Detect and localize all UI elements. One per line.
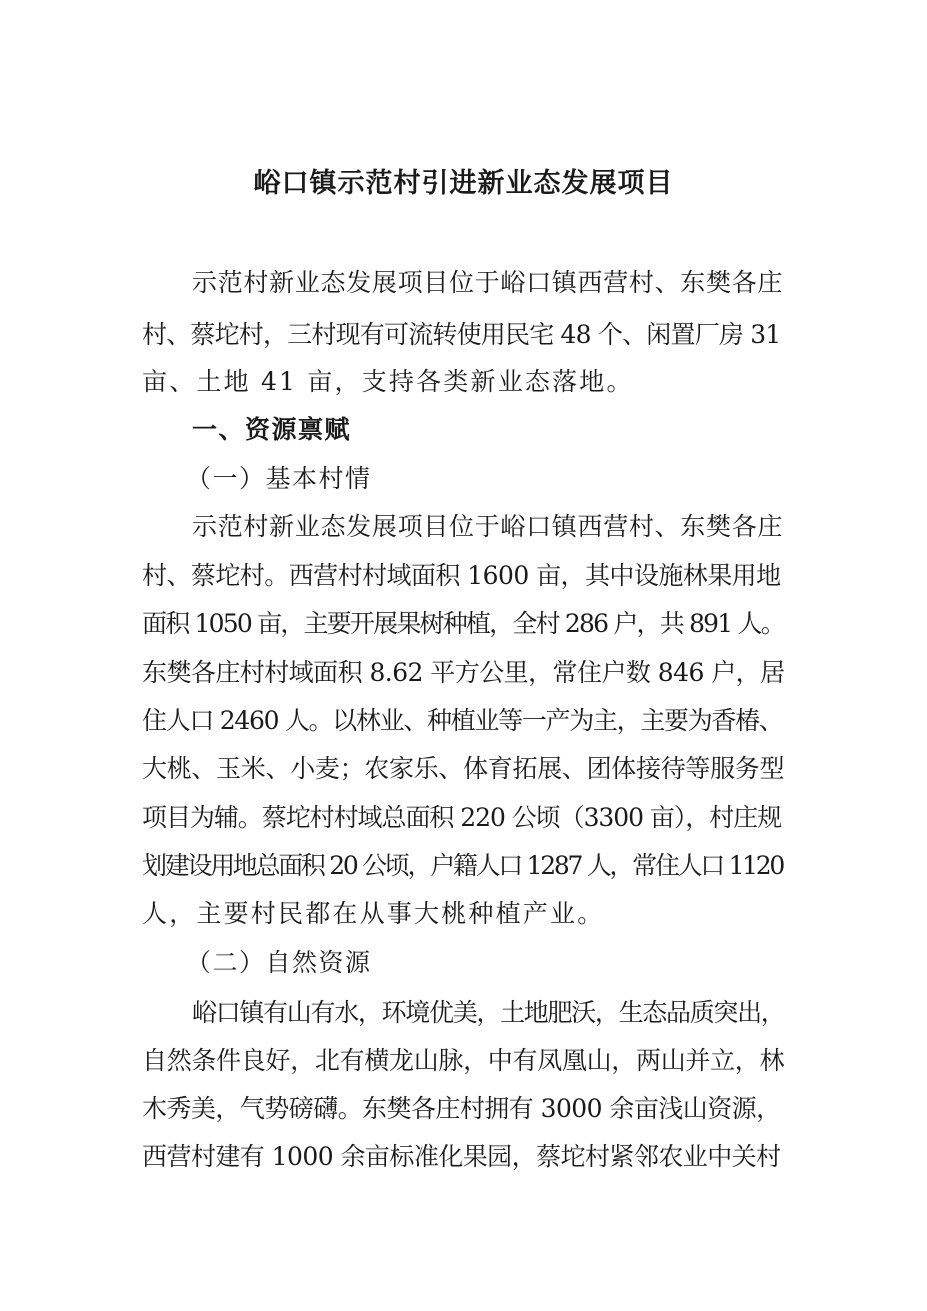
subsection-heading-natural-resources: （二）自然资源 bbox=[186, 948, 372, 977]
intro-line: 村、蔡坨村，三村现有可流转使用民宅 48 个、闲置厂房 31 bbox=[142, 320, 781, 349]
paragraph-line: 划建设用地总面积 20 公顷，户籍人口 1287 人，常住人口 1120 bbox=[142, 851, 783, 880]
paragraph-line: 示范村新业态发展项目位于峪口镇西营村、东樊各庄 bbox=[192, 512, 784, 541]
intro-line: 亩、土地 41 亩，支持各类新业态落地。 bbox=[142, 367, 634, 396]
document-title: 峪口镇示范村引进新业态发展项目 bbox=[253, 168, 674, 199]
paragraph-line: 人，主要村民都在从事大桃种植产业。 bbox=[142, 899, 605, 928]
paragraph-line: 木秀美，气势磅礴。东樊各庄村拥有 3000 余亩浅山资源， bbox=[142, 1094, 781, 1123]
paragraph-line: 西营村建有 1000 余亩标准化果园，蔡坨村紧邻农业中关村 bbox=[142, 1142, 781, 1171]
paragraph-line: 自然条件良好，北有横龙山脉，中有凤凰山，两山并立，林 bbox=[142, 1046, 785, 1075]
section-heading-resources: 一、资源禀赋 bbox=[192, 415, 352, 444]
paragraph-line: 东樊各庄村村域面积 8.62 平方公里，常住户数 846 户，居 bbox=[142, 658, 785, 687]
paragraph-line: 峪口镇有山有水，环境优美，土地肥沃，生态品质突出， bbox=[192, 998, 785, 1027]
paragraph-line: 村、蔡坨村。西营村村域面积 1600 亩，其中设施林果用地 bbox=[142, 561, 781, 590]
paragraph-line: 项目为辅。蔡坨村村域总面积 220 公顷（3300 亩），村庄规 bbox=[142, 803, 782, 832]
paragraph-line: 大桃、玉米、小麦；农家乐、体育拓展、团体接待等服务型 bbox=[142, 754, 785, 783]
paragraph-line: 面积 1050 亩，主要开展果树种植，全村 286 户，共 891 人。 bbox=[142, 609, 784, 638]
subsection-heading-village-profile: （一）基本村情 bbox=[186, 464, 372, 493]
intro-line: 示范村新业态发展项目位于峪口镇西营村、东樊各庄 bbox=[192, 268, 784, 297]
paragraph-line: 住人口 2460 人。以林业、种植业等一产为主，主要为香椿、 bbox=[142, 706, 783, 735]
